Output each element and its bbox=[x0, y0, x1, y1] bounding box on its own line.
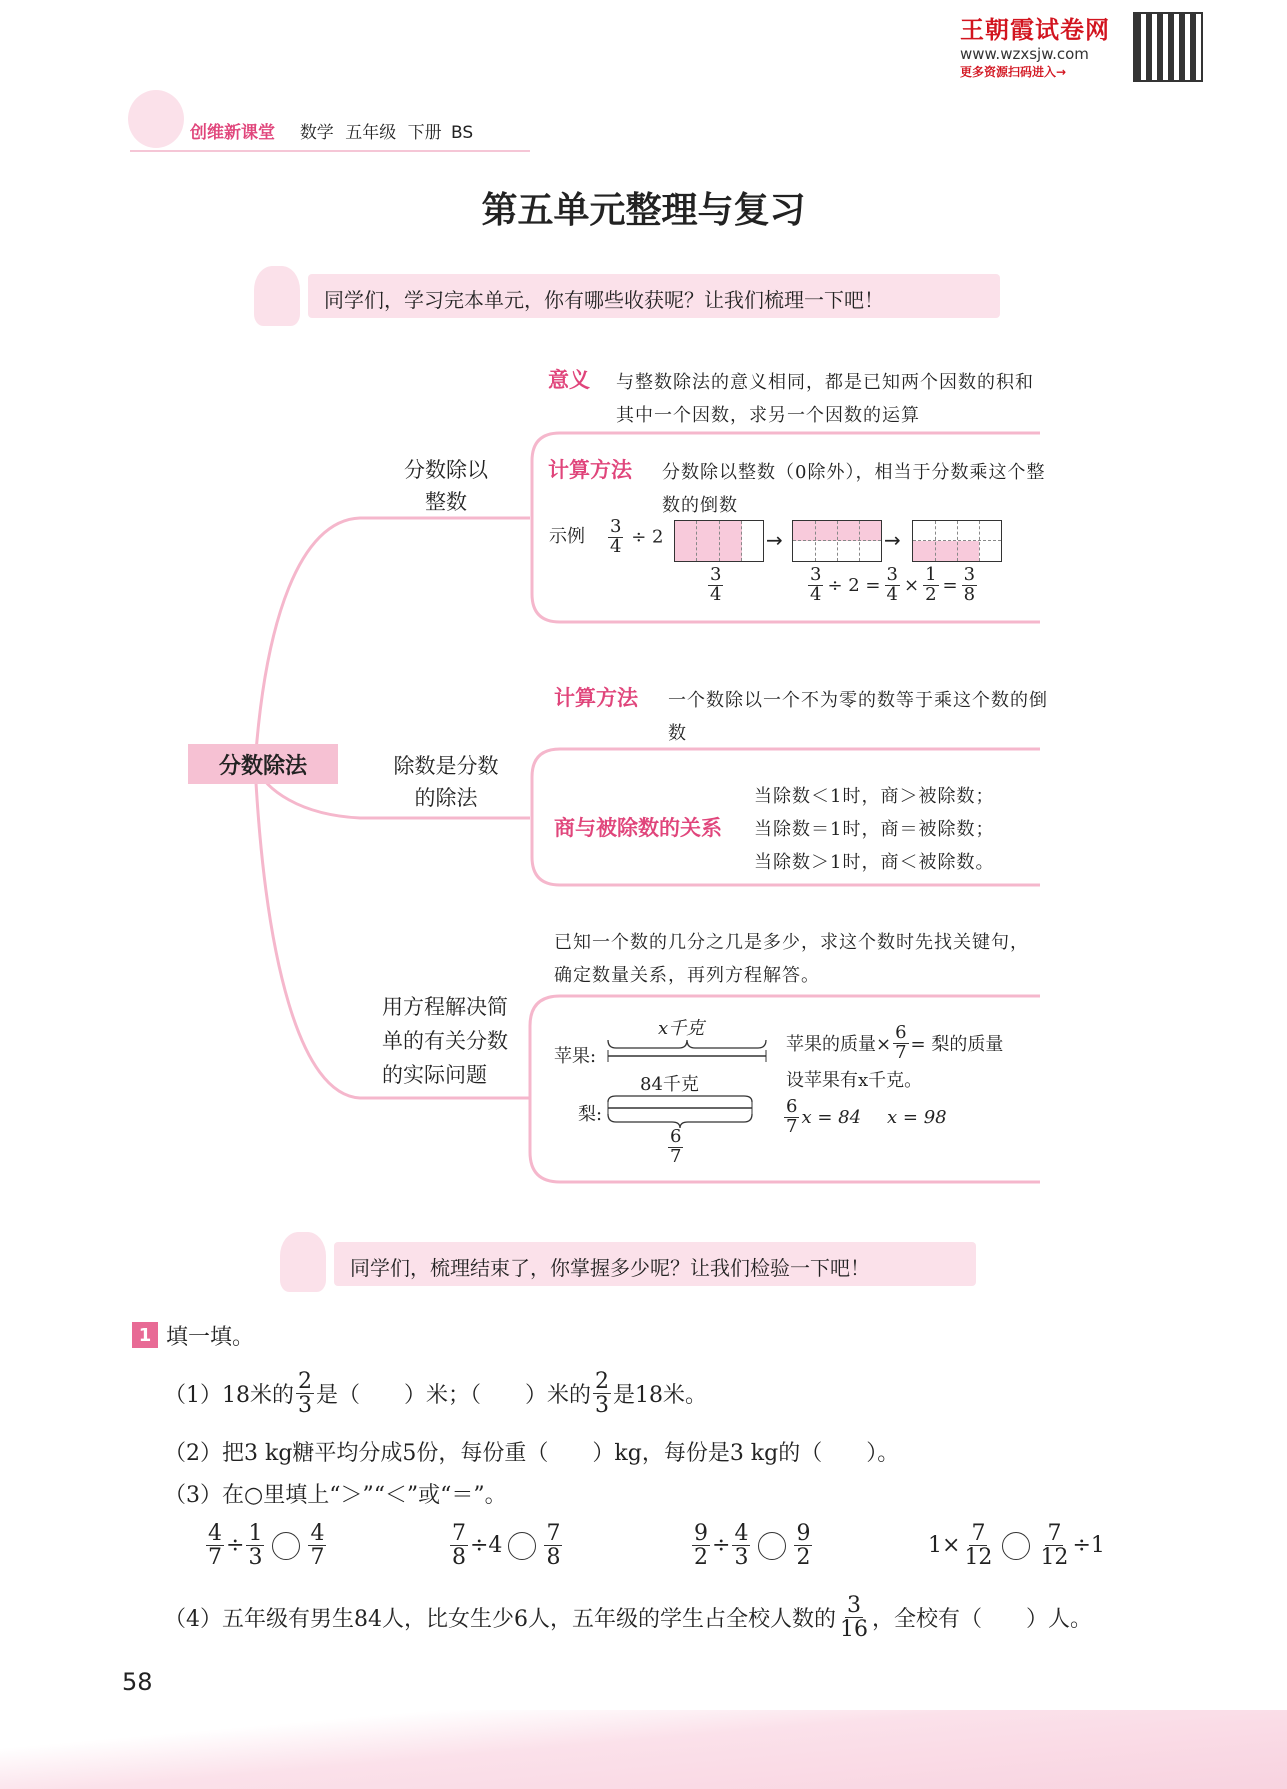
eq1-den: 7 bbox=[895, 1041, 907, 1063]
ci1-l-num: 4 bbox=[208, 1521, 222, 1546]
eq-den-1: 4 bbox=[810, 583, 822, 605]
compare-item-3 bbox=[690, 1522, 814, 1569]
root-node bbox=[188, 744, 338, 784]
eq-den-4: 8 bbox=[963, 583, 976, 605]
relation-item: 当除数＝1时，商＝被除数； bbox=[754, 819, 995, 840]
eq3-answer: x = 98 bbox=[887, 1106, 947, 1128]
check-text: 同学们，梳理结束了，你掌握多少呢？让我们检验一下吧！ bbox=[350, 1256, 870, 1280]
series-name: 创维新课堂 bbox=[190, 123, 275, 143]
method-label-2: 计算方法 bbox=[554, 686, 638, 710]
meaning-label: 意义 bbox=[548, 368, 590, 392]
grade: 五年级 bbox=[345, 123, 397, 143]
ci1-r-num: 4 bbox=[310, 1521, 325, 1546]
teacher-icon-2 bbox=[280, 1232, 326, 1292]
answer-circle[interactable] bbox=[758, 1532, 786, 1560]
ci1-l-den: 7 bbox=[208, 1545, 222, 1571]
relation-item: 当除数＞1时，商＜被除数。 bbox=[754, 852, 995, 873]
page-title: 第五单元整理与复习 bbox=[481, 190, 806, 231]
eq1-num: 6 bbox=[895, 1022, 907, 1043]
root-label: 分数除法 bbox=[218, 753, 307, 779]
compare-item-2 bbox=[448, 1522, 564, 1569]
page-number: 58 bbox=[122, 1668, 153, 1696]
ci2-r-den: 8 bbox=[546, 1545, 561, 1571]
arrow-icon: → bbox=[766, 528, 783, 552]
eq-num-1: 3 bbox=[810, 564, 822, 585]
meaning-text: 与整数除法的意义相同，都是已知两个因数的积和其中一个因数，求另一个因数的运算 bbox=[616, 372, 1034, 426]
q1-part-c: 是18米。 bbox=[613, 1383, 708, 1409]
example-den: 4 bbox=[610, 535, 622, 557]
relation-list bbox=[754, 780, 994, 879]
exercise-title: 填一填。 bbox=[166, 1325, 255, 1350]
ci4-post: ÷1 bbox=[1072, 1533, 1105, 1559]
edition: BS bbox=[451, 123, 474, 143]
ci4-l-num: 7 bbox=[971, 1521, 986, 1546]
ci3-l-den: 2 bbox=[694, 1545, 708, 1571]
q4-frac-num: 3 bbox=[847, 1593, 861, 1618]
question-3: （3）在○里填上“＞”“＜”或“＝”。 bbox=[164, 1483, 507, 1508]
q4-frac-den: 16 bbox=[840, 1617, 868, 1643]
ci2-l-num: 7 bbox=[452, 1521, 466, 1546]
ci3-r-num: 9 bbox=[796, 1521, 811, 1546]
eq-den-2: 4 bbox=[886, 583, 898, 605]
q1-frac-den: 3 bbox=[298, 1393, 312, 1419]
equation-line-2: 设苹果有x千克。 bbox=[786, 1070, 923, 1091]
branch1-label: 分数除以整数 bbox=[404, 458, 488, 514]
eq-op-3: = bbox=[942, 574, 958, 596]
answer-circle[interactable] bbox=[272, 1532, 300, 1560]
equation-line-1 bbox=[786, 1024, 1003, 1063]
fraction-box-figure-3 bbox=[912, 520, 1002, 562]
exercise-number: 1 bbox=[138, 1324, 152, 1346]
intro-text: 同学们，学习完本单元，你有哪些收获呢？让我们梳理一下吧！ bbox=[324, 288, 884, 312]
footer-band bbox=[0, 1710, 1287, 1789]
branch2-label: 除数是分数的除法 bbox=[393, 754, 499, 810]
example-num: 3 bbox=[610, 516, 622, 537]
pear-label: 梨: bbox=[578, 1104, 603, 1125]
ci4-pre: 1× bbox=[928, 1533, 961, 1559]
volume: 下册 bbox=[407, 123, 442, 143]
relation-label: 商与被除数的关系 bbox=[554, 816, 722, 840]
q1-part-b: 是（ ）米；（ ）米的 bbox=[316, 1383, 592, 1409]
fig1-num: 3 bbox=[710, 564, 722, 585]
example-expression bbox=[606, 518, 663, 557]
ci2-r-num: 7 bbox=[546, 1521, 561, 1546]
q1-frac-num: 2 bbox=[298, 1369, 312, 1394]
ci3-m-den: 3 bbox=[734, 1545, 749, 1571]
ci4-l-den: 12 bbox=[964, 1545, 993, 1571]
question-2: （2）把3 kg糖平均分成5份，每份重（ ）kg，每份是3 kg的（ ）。 bbox=[164, 1441, 900, 1466]
ci1-op: ÷ bbox=[226, 1533, 245, 1559]
subject: 数学 bbox=[299, 123, 334, 143]
answer-circle[interactable] bbox=[1002, 1532, 1030, 1560]
ci3-l-num: 9 bbox=[694, 1521, 708, 1546]
q1-frac2-num: 2 bbox=[595, 1369, 610, 1394]
q1-frac2-den: 3 bbox=[595, 1393, 610, 1419]
eq-num-4: 3 bbox=[963, 564, 976, 585]
q1-part-a: （1）18米的 bbox=[164, 1383, 294, 1409]
exercise-number-badge bbox=[132, 1322, 158, 1348]
ci3-m-num: 4 bbox=[734, 1521, 749, 1546]
example-label: 示例 bbox=[549, 526, 585, 547]
ci1-r-den: 7 bbox=[310, 1545, 325, 1571]
logo-tagline: 更多资源扫码进入→ bbox=[960, 65, 1067, 79]
branch3-desc: 已知一个数的几分之几是多少，求这个数时先找关键句，确定数量关系，再列方程解答。 bbox=[554, 932, 1029, 986]
compare-item-4 bbox=[928, 1522, 1105, 1569]
ci4-r-num: 7 bbox=[1047, 1521, 1062, 1546]
fig1-caption bbox=[706, 566, 725, 605]
logo-url: www.wzxsjw.com bbox=[960, 45, 1089, 63]
eq-den-3: 2 bbox=[925, 583, 937, 605]
branch3-label: 用方程解决简单的有关分数的实际问题 bbox=[382, 995, 508, 1087]
fig2-equation bbox=[806, 566, 979, 605]
apple-top-label: x千克 bbox=[658, 1018, 705, 1039]
q4-part-b: ，全校有（ ）人。 bbox=[872, 1607, 1093, 1633]
logo-title: 王朝霞试卷网 bbox=[960, 16, 1110, 44]
pear-frac-num: 6 bbox=[670, 1126, 682, 1147]
eq3-rest: x = 84 bbox=[801, 1106, 862, 1128]
method-text-2: 一个数除以一个不为零的数等于乘这个数的倒数 bbox=[668, 690, 1048, 744]
eq-num-2: 3 bbox=[886, 564, 898, 585]
arrow-icon-2: → bbox=[884, 528, 901, 552]
apple-label: 苹果: bbox=[554, 1046, 597, 1067]
ci2-op: ÷4 bbox=[470, 1533, 503, 1559]
method-text-1: 分数除以整数（0除外），相当于分数乘这个整数的倒数 bbox=[662, 462, 1046, 516]
answer-circle[interactable] bbox=[508, 1532, 536, 1560]
eq1-left: 苹果的质量× bbox=[786, 1034, 892, 1056]
relation-item: 当除数＜1时，商＞被除数； bbox=[754, 786, 995, 807]
eq3-den: 7 bbox=[786, 1115, 798, 1137]
ci2-l-den: 8 bbox=[452, 1545, 466, 1571]
ci1-m-num: 1 bbox=[248, 1521, 263, 1546]
ci4-r-den: 12 bbox=[1040, 1545, 1069, 1571]
eq-num-3: 1 bbox=[925, 564, 937, 585]
ci3-op: ÷ bbox=[712, 1533, 731, 1559]
fraction-box-figure-1 bbox=[674, 520, 764, 562]
ci1-m-den: 3 bbox=[248, 1545, 263, 1571]
eq1-right: = 梨的质量 bbox=[910, 1034, 1004, 1056]
equation-line-3 bbox=[782, 1098, 947, 1137]
fraction-box-figure-2 bbox=[792, 520, 882, 562]
eq-op-2: × bbox=[903, 574, 920, 596]
q4-part-a: （4）五年级有男生84人，比女生少6人，五年级的学生占全校人数的 bbox=[164, 1607, 836, 1633]
compare-item-1 bbox=[204, 1522, 328, 1569]
pear-segment-diagram bbox=[604, 1094, 770, 1130]
apple-segment-diagram bbox=[604, 1036, 770, 1066]
method-label-1: 计算方法 bbox=[548, 458, 632, 482]
ci3-r-den: 2 bbox=[796, 1545, 811, 1571]
pear-fraction bbox=[666, 1128, 685, 1167]
question-1 bbox=[164, 1370, 707, 1417]
question-4 bbox=[164, 1594, 1092, 1641]
example-op: ÷ 2 bbox=[631, 526, 664, 548]
eq-op-1: ÷ 2 = bbox=[827, 574, 881, 596]
pear-frac-den: 7 bbox=[670, 1145, 682, 1167]
pear-top-label: 84千克 bbox=[640, 1074, 699, 1095]
eq3-num: 6 bbox=[786, 1096, 798, 1117]
fig1-den: 4 bbox=[710, 583, 722, 605]
